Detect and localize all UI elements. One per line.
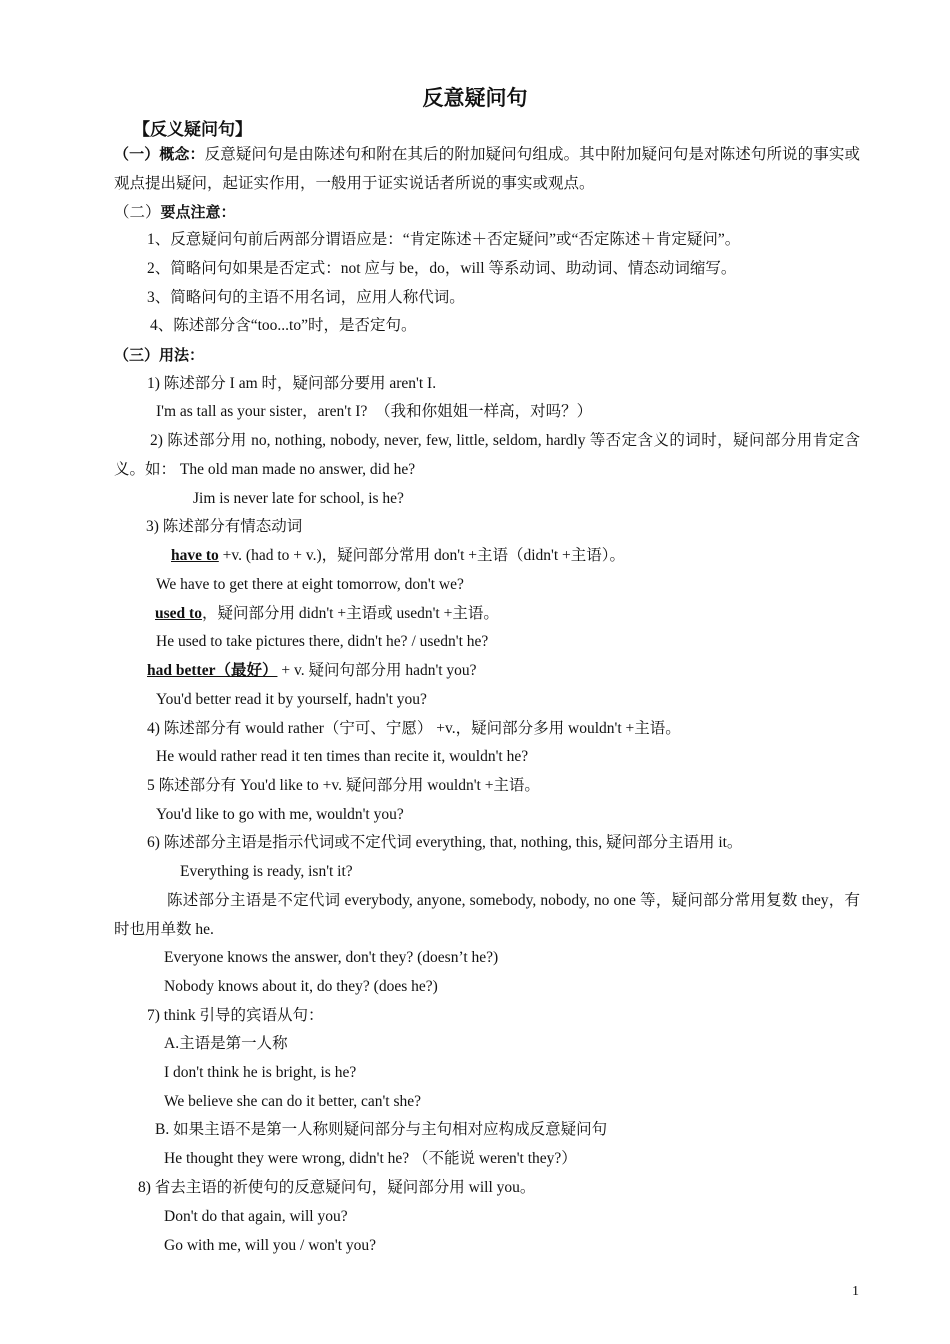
page-title: 反意疑问句 xyxy=(422,86,528,110)
rule-3-used-to xyxy=(155,604,901,624)
concept-paragraph xyxy=(114,140,860,198)
rule-3-had-better-example: You'd better read it by yourself, hadn't you? xyxy=(156,691,427,708)
rule-6-example-2: Nobody knows about it, do they? (does he?) xyxy=(164,978,438,995)
rule-7-a-example-2: We believe she can do it better, can't she? xyxy=(164,1093,421,1110)
rule-1-example: I'm as tall as your sister，aren't I? （我和你姐姐一样高，对吗？） xyxy=(156,403,593,420)
rule-6-indefinite: 陈述部分主语是不定代词 everybody, anyone, somebody, nobody, no one 等，疑问部分常用复数 they，有时也用单数 he. xyxy=(114,892,860,938)
notes-label-prefix: （二） xyxy=(114,204,161,221)
page-number: 1 xyxy=(852,1284,859,1299)
rule-3-have-to-text: +v. (had to + v.)，疑问部分常用 don't +主语（didn't +主语）。 xyxy=(218,547,626,564)
rule-6: 6) 陈述部分主语是指示代词或不定代词 everything, that, nothing, this, 疑问部分主语用 it。 xyxy=(147,834,743,851)
rule-4-example: He would rather read it ten times than recite it, wouldn't he? xyxy=(156,748,529,765)
note-item: 4、陈述部分含“too...to”时，是否定句。 xyxy=(150,317,417,334)
rule-2: 2) 陈述部分用 no, nothing, nobody, never, few, little, seldom, hardly 等否定含义的词时，疑问部分用肯定含义。如： The old man made no answer, did he? xyxy=(114,432,860,478)
rule-7-a-example-1: I don't think he is bright, is he? xyxy=(164,1064,357,1081)
rule-3-have-to xyxy=(171,546,917,566)
keyword-used-to: used to xyxy=(155,605,202,622)
rule-8-example-1: Don't do that again, will you? xyxy=(164,1208,348,1225)
note-item: 1、反意疑问句前后两部分谓语应是：“肯定陈述＋否定疑问”或“否定陈述＋肯定疑问”。 xyxy=(147,231,741,248)
rule-6-example: Everything is ready, isn't it? xyxy=(180,863,353,880)
concept-label: （一）概念： xyxy=(114,145,205,163)
rule-7-a: A.主语是第一人称 xyxy=(164,1035,288,1052)
keyword-had-better: had better（最好） xyxy=(147,662,278,679)
note-item: 2、简略问句如果是否定式：not 应与 be，do，will 等系动词、助动词、情态动词缩写。 xyxy=(147,260,737,277)
rule-6-example-1: Everyone knows the answer, don't they? (doesn’t he?) xyxy=(164,949,499,966)
rule-5-example: You'd like to go with me, wouldn't you? xyxy=(156,806,404,823)
notes-label: 要点注意： xyxy=(160,203,236,221)
notes-heading xyxy=(114,202,860,223)
rule-7: 7) think 引导的宾语从句： xyxy=(147,1007,324,1024)
rule-3: 3) 陈述部分有情态动词 xyxy=(146,518,303,535)
rule-3-used-to-example: He used to take pictures there, didn't he? / usedn't he? xyxy=(156,633,489,650)
rule-3-had-better-text: + v. 疑问句部分用 hadn't you? xyxy=(277,662,477,679)
rule-3-used-to-text: ，疑问部分用 didn't +主语或 usedn't +主语。 xyxy=(201,605,499,622)
rule-3-had-better xyxy=(147,661,893,681)
rule-4: 4) 陈述部分有 would rather（宁可、宁愿） +v.，疑问部分多用 wouldn't +主语。 xyxy=(147,720,681,737)
section-heading: 【反义疑问句】 xyxy=(133,120,252,140)
note-item: 3、简略问句的主语不用名词，应用人称代词。 xyxy=(147,289,465,306)
rule-8-example-2: Go with me, will you / won't you? xyxy=(164,1237,377,1254)
usage-label: （三）用法： xyxy=(114,346,205,364)
rule-3-have-to-example: We have to get there at eight tomorrow, don't we? xyxy=(156,576,464,593)
rule-2-example: Jim is never late for school, is he? xyxy=(193,490,404,507)
rule-5: 5 陈述部分有 You'd like to +v. 疑问部分用 wouldn't +主语。 xyxy=(147,777,540,794)
rule-1: 1) 陈述部分 I am 时，疑问部分要用 aren't I. xyxy=(147,375,437,392)
concept-text: 反意疑问句是由陈述句和附在其后的附加疑问句组成。其中附加疑问句是对陈述句所说的事实或观点提出疑问，起证实作用，一般用于证实说话者所说的事实或观点。 xyxy=(114,146,860,192)
keyword-have-to: have to xyxy=(171,547,219,564)
rule-8: 8) 省去主语的祈使句的反意疑问句，疑问部分用 will you。 xyxy=(138,1179,536,1196)
rule-7-b-example: He thought they were wrong, didn't he? （不能说 weren't they?） xyxy=(164,1150,577,1167)
rule-7-b: B. 如果主语不是第一人称则疑问部分与主句相对应构成反意疑问句 xyxy=(155,1121,608,1138)
